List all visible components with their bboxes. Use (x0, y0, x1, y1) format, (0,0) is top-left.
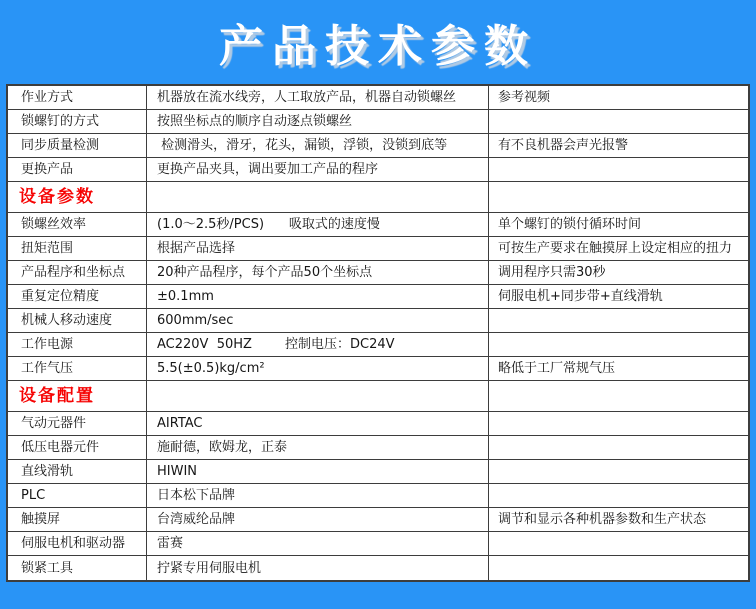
table-row (8, 261, 748, 285)
row-label-cell: 锁紧工具 (8, 556, 147, 580)
row-value-cell: 按照坐标点的顺序自动逐点锁螺丝 (147, 110, 489, 133)
row-note-cell (489, 556, 748, 580)
row-label-cell: 扭矩范围 (8, 237, 147, 260)
table-row (8, 532, 748, 556)
table-row (8, 357, 748, 381)
table-row (8, 158, 748, 182)
row-note-cell: 伺服电机+同步带+直线滑轨 (498, 289, 663, 304)
row-label-cell: 同步质量检测 (8, 134, 147, 157)
header-banner (0, 0, 756, 84)
table-row (8, 508, 748, 532)
row-label-cell: 作业方式 (8, 86, 147, 109)
row-note-cell (489, 381, 748, 411)
row-value-cell: ±0.1mm (147, 285, 489, 308)
page-title: 产品技术参数 (219, 21, 537, 72)
table-row (8, 86, 748, 110)
row-value-cell: 日本松下品牌 (147, 484, 489, 507)
row-note-cell (489, 158, 748, 181)
row-label-cell: 气动元器件 (8, 412, 147, 435)
row-value-cell: 5.5(±0.5)kg/cm² (147, 357, 489, 380)
row-label-cell: 直线滑轨 (8, 460, 147, 483)
row-note-cell: 调节和显示各种机器参数和生产状态 (498, 512, 707, 527)
row-label-cell: 锁螺钉的方式 (8, 110, 147, 133)
row-note-cell (489, 182, 748, 212)
row-label-cell: 重复定位精度 (8, 285, 147, 308)
row-note-cell (489, 436, 748, 459)
section-label-cell: 设备参数 (8, 182, 147, 212)
row-value-cell: 20种产品程序，每个产品50个坐标点 (147, 261, 489, 284)
row-value-cell: 施耐德，欧姆龙，正泰 (147, 436, 489, 459)
row-note-cell: 可按生产要求在触摸屏上设定相应的扭力 (498, 241, 733, 256)
row-note-cell: 调用程序只需30秒 (498, 265, 606, 280)
row-label-cell: 伺服电机和驱动器 (8, 532, 147, 555)
table-row (8, 436, 748, 460)
row-value-cell: 600mm/sec (147, 309, 489, 332)
row-note-cell (489, 460, 748, 483)
row-value-cell: HIWIN (147, 460, 489, 483)
row-value-cell: 机器放在流水线旁，人工取放产品，机器自动锁螺丝 (147, 86, 489, 109)
row-value-cell: 台湾威纶品牌 (147, 508, 489, 531)
row-note-cell (489, 484, 748, 507)
table-row (8, 213, 748, 237)
row-label-cell: 机械人移动速度 (8, 309, 147, 332)
table-row (8, 110, 748, 134)
row-label-cell: 工作气压 (8, 357, 147, 380)
section-row (8, 182, 748, 213)
row-note-cell (489, 412, 748, 435)
row-note-cell (489, 110, 748, 133)
row-label-cell: 更换产品 (8, 158, 147, 181)
row-value-cell: 检测滑头，滑牙，花头，漏锁，浮锁，没锁到底等 (147, 134, 489, 157)
row-value-cell (147, 182, 489, 212)
table-row (8, 412, 748, 436)
row-label-cell: 产品程序和坐标点 (8, 261, 147, 284)
section-label-cell: 设备配置 (8, 381, 147, 411)
table-row (8, 237, 748, 261)
section-row (8, 381, 748, 412)
table-row (8, 460, 748, 484)
row-label-cell: 低压电器元件 (8, 436, 147, 459)
row-label-cell: 触摸屏 (8, 508, 147, 531)
table-row (8, 309, 748, 333)
spec-table (6, 84, 750, 582)
row-label-cell: PLC (8, 484, 147, 507)
row-value-cell: 雷赛 (147, 532, 489, 555)
table-row (8, 556, 748, 580)
row-value-cell: 拧紧专用伺服电机 (147, 556, 489, 580)
row-note-cell (489, 309, 748, 332)
row-label-cell: 锁螺丝效率 (8, 213, 147, 236)
row-note-cell (489, 333, 748, 356)
row-note-cell: 略低于工厂常规气压 (498, 361, 616, 376)
row-value-cell: 根据产品选择 (147, 237, 489, 260)
row-label-cell: 工作电源 (8, 333, 147, 356)
row-note-cell: 有不良机器会声光报警 (498, 138, 629, 153)
row-value-cell: 更换产品夹具，调出要加工产品的程序 (147, 158, 489, 181)
table-row (8, 285, 748, 309)
row-value-cell (147, 381, 489, 411)
row-note-cell (489, 532, 748, 555)
table-row (8, 134, 748, 158)
row-value-cell: AC220V 50HZ 控制电压：DC24V (147, 333, 489, 356)
footer-strip (0, 582, 756, 609)
table-row (8, 484, 748, 508)
row-note-cell: 参考视频 (498, 90, 551, 105)
row-value-cell: (1.0～2.5秒/PCS) 吸取式的速度慢 (147, 213, 489, 236)
row-value-cell: AIRTAC (147, 412, 489, 435)
row-note-cell: 单个螺钉的锁付循环时间 (498, 217, 642, 232)
table-row (8, 333, 748, 357)
